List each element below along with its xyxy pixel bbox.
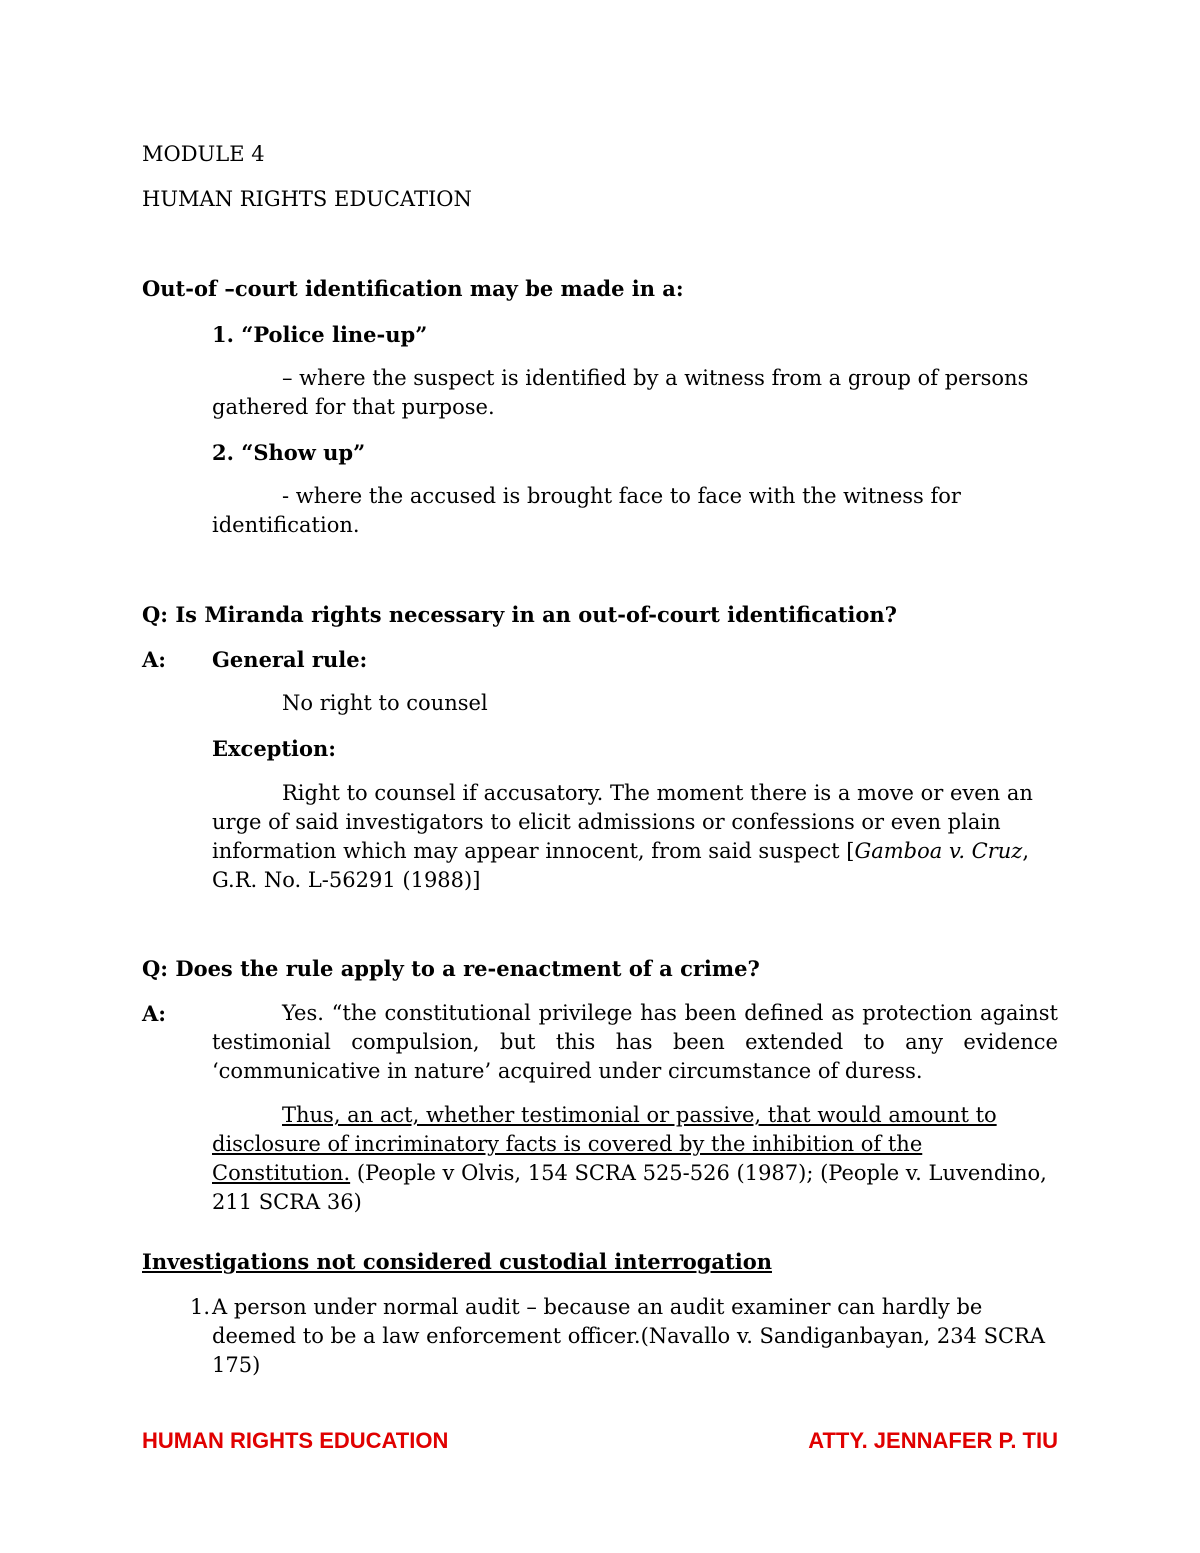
module-label: MODULE 4 xyxy=(142,142,265,166)
case-citation: , G.R. No. L-56291 (1988)] xyxy=(212,839,1030,892)
answer-paragraph: Yes. “the constitutional privilege has been defined as protection against testimonial compulsion, but this has been extended to any evidence ‘communicative in nature’ acquired under circumstance of duress. xyxy=(212,1001,1058,1083)
list-item-number: 1. xyxy=(190,1295,211,1319)
general-rule-text: No right to counsel xyxy=(282,691,488,715)
holding-paragraph xyxy=(212,1101,1058,1217)
list-item: A person under normal audit – because an audit examiner can hardly be deemed to be a law enforcement officer.(Navallo v. Sandiganbayan, 234 SCRA 175) xyxy=(212,1295,1046,1377)
case-citation: (People v Olvis, 154 SCRA 525-526 (1987); (People v. Luvendino, 211 SCRA 36) xyxy=(212,1161,1047,1214)
case-name: Gamboa v. Cruz xyxy=(854,839,1023,863)
exception-text: Right to counsel if accusatory. The moment there is a move or even an urge of said investigators to elicit admissions or confessions or even plain information which may appear innocent, from said suspect [ xyxy=(212,781,1033,863)
list-item-description: - where the accused is brought face to face with the witness for xyxy=(282,484,961,508)
exception-paragraph xyxy=(212,779,1058,895)
question-heading: Q: Does the rule apply to a re-enactment of a crime? xyxy=(142,956,760,981)
footer-author: ATTY. JENNAFER P. TIU xyxy=(808,1428,1058,1453)
footer-title: HUMAN RIGHTS EDUCATION xyxy=(142,1428,449,1453)
general-rule-label: General rule: xyxy=(212,647,368,672)
list-item-description-cont: gathered for that purpose. xyxy=(212,395,495,419)
underlined-holding: Thus, an act, whether testimonial or passive, that would amount to disclosure of incriminatory facts is covered by the inhibition of the Constitution. xyxy=(212,1103,997,1185)
list-item-label: 2. “Show up” xyxy=(212,440,366,465)
section-heading: Investigations not considered custodial interrogation xyxy=(142,1249,772,1274)
section-heading: Out-of –court identification may be made in a: xyxy=(142,276,684,301)
document-title: HUMAN RIGHTS EDUCATION xyxy=(142,187,472,211)
question-heading: Q: Is Miranda rights necessary in an out-of-court identification? xyxy=(142,602,897,627)
answer-marker: A: xyxy=(142,1001,167,1026)
list-item-description: – where the suspect is identified by a witness from a group of persons xyxy=(282,366,1029,390)
answer-marker: A: xyxy=(142,647,167,672)
list-item-label: 1. “Police line-up” xyxy=(212,322,428,347)
list-item-description-cont: identification. xyxy=(212,513,360,537)
exception-label: Exception: xyxy=(212,736,337,761)
